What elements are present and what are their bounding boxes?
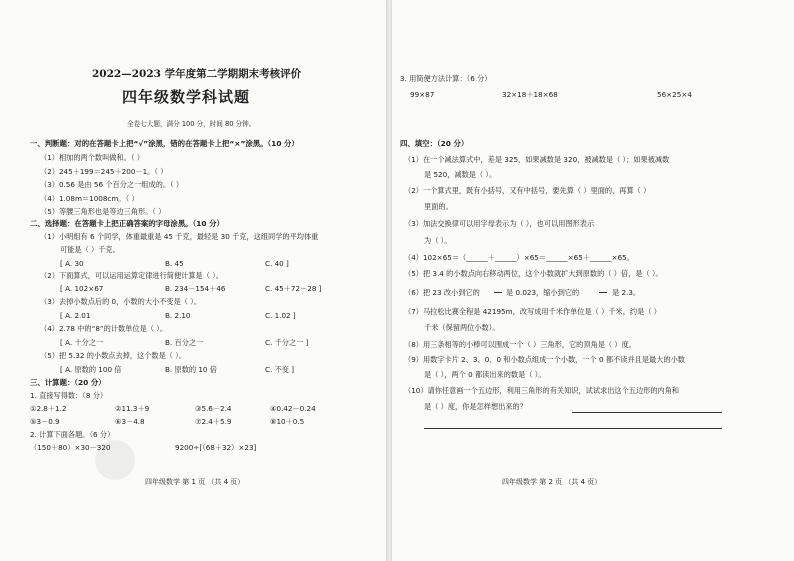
calc-row2-item2: ⑥3－4.8 (115, 417, 145, 426)
fill-q4: （4）102×65＝（______＋______）×65＝______×65＋______×65。 (404, 253, 634, 262)
fill-q2-line2: 里面的。 (424, 202, 453, 211)
choice-q1-line1: （1）小明组有 6 个同学，体重最重是 45 千克，最轻是 30 千克，这组同学的平均体重 (40, 232, 319, 241)
choice-q3-option-c: C. 1.02 ] (265, 311, 296, 320)
choice-q4-option-a: [ A. 十分之一 (60, 338, 104, 347)
fill-q9-line2: 是（ ），两个 0 都读出来的数是（ ）。 (424, 370, 546, 379)
judge-item-1: （1）相加的两个数叫做和。（ ） (40, 153, 144, 162)
choice-q5-option-c: C. 不变 ] (265, 365, 295, 374)
choice-q5-option-a: [ A. 原数的 100 倍 (60, 365, 122, 374)
exam-title: 四年级数学科试题 (122, 88, 251, 106)
calc-row1-item3: ③5.6－2.4 (195, 404, 232, 413)
exam-page-2 (392, 0, 794, 561)
answer-line-2[interactable] (424, 428, 722, 429)
fill-q10-line2: 是（ ）度，你是怎样想出来的？ (424, 402, 527, 411)
choice-q4: （4）2.78 中的“8”的计数单位是（ ）。 (40, 324, 168, 333)
judge-item-4: （4）1.08m＝1008cm。（ ） (40, 194, 139, 203)
answer-line-1[interactable] (572, 412, 722, 413)
judge-item-5: （5）等腰三角形也是等边三角形。（ ） (40, 207, 166, 216)
calc3-problem-2: 32×18＋18×68 (502, 90, 558, 99)
fill-q1-line1: （1）在一个减法算式中，差是 325，如果减数是 320，被减数是（ ）；如果被减数 (404, 155, 670, 164)
choice-q1-option-a: [ A. 30 (60, 259, 84, 268)
section-2-heading: 二、选择题：在答题卡上把正确答案的字母涂黑。（10 分） (30, 219, 224, 228)
judge-item-3: （3）0.56 是由 56 个百分之一组成的。（ ） (40, 180, 184, 189)
section-3-heading: 三、计算题：（20 分） (30, 378, 106, 387)
calc3-problem-1: 99×87 (410, 90, 435, 99)
choice-q2-option-a: [ A. 102×67 (60, 284, 104, 293)
fill-q10-line1: （10）请你任意画一个五边形，利用三角形的有关知识，试试求出这个五边形的内角和 (404, 386, 680, 395)
section-1-heading: 一、判断题：对的在答题卡上把“√”涂黑，错的在答题卡上把“×”涂黑。（10 分） (30, 139, 299, 148)
choice-q2-option-c: C. 45＋72－28 ] (265, 284, 322, 293)
calc-row2-item1: ⑤3－0.9 (30, 417, 60, 426)
choice-q5: （5）把 5.32 的小数点去掉，这个数是（ ）。 (40, 351, 187, 360)
choice-q1-line2: 可能是（ ）千克。 (60, 245, 120, 254)
fill-q1-line2: 是 520，减数是（ ）。 (424, 170, 497, 179)
page-footer-2: 四年级数学 第 2 页 （共 4 页） (502, 478, 602, 486)
choice-q4-option-b: B. 百分之一 (165, 338, 204, 347)
choice-q3-option-a: [ A. 2.01 (60, 311, 91, 320)
fraction-blank-1[interactable] (494, 292, 502, 293)
choice-q3: （3）去掉小数点后的 0，小数的大小不变是（ ）。 (40, 297, 202, 306)
fill-q7-line1: （7）马拉松比赛全程是 42195m，改写成用千米作单位是（ ）千米，约是（ ） (404, 307, 661, 316)
choice-q2-option-b: B. 234－154＋46 (165, 284, 226, 293)
exam-header-year: 2022—2023 学年度第二学期期末考核评价 (92, 68, 302, 80)
page-footer-1: 四年级数学 第 1 页 （共 4 页） (145, 478, 245, 486)
fill-q7-line2: 千米（保留两位小数）。 (424, 323, 500, 332)
calc-problem-2: 9200÷[（68＋32）×23] (175, 443, 257, 452)
choice-q3-option-b: B. 2.10 (165, 311, 191, 320)
fill-q9-line1: （9）用数字卡片 2、3、0、0 和小数点组成一个小数，一个 0 都不读并且是最大的小数 (404, 355, 685, 364)
judge-item-2: （2）245＋199＝245＋200－1。（ ） (40, 167, 168, 176)
calc-problem-1: （150＋80）×30－320 (30, 443, 111, 452)
fill-q8: （8）用三条相等的小棒可以围成一个（ ）三角形，它的顶角是（ ）度。 (404, 340, 636, 349)
calc-row1-item1: ①2.8＋1.2 (30, 404, 67, 413)
choice-q1-option-c: C. 40 ] (265, 259, 289, 268)
choice-q2: （2）下面算式，可以运用运算定律进行简便计算是（ ）。 (40, 271, 223, 280)
calc-row2-item3: ⑦2.4＋5.9 (195, 417, 232, 426)
fill-q2-line1: （2）一个算式里，既有小括号，又有中括号，要先算（ ）里面的，再算（ ） (404, 186, 651, 195)
choice-q5-option-b: B. 原数的 10 倍 (165, 365, 217, 374)
fill-q3-line2: 为（ ）。 (424, 236, 452, 245)
fill-q6-part3: 是 2.3。 (612, 288, 641, 297)
section-4-heading: 四、填空：（20 分） (400, 139, 469, 148)
fill-q5: （5）把 3.4 的小数点向右移动两位，这个小数就扩大到原数的（ ）倍，是（ ）。 (404, 269, 663, 278)
calc-sub3-heading: 3. 用简便方法计算：（6 分） (400, 74, 492, 83)
calc-sub1-heading: 1. 直接写得数：（8 分） (30, 391, 108, 400)
choice-q1-option-b: B. 45 (165, 259, 184, 268)
choice-q4-option-c: C. 千分之一 ] (265, 338, 309, 347)
calc-sub2-heading: 2. 计算下面各题。（6 分） (30, 430, 115, 439)
fraction-blank-2[interactable] (599, 292, 607, 293)
fill-q6-part2: 是 0.023，缩小到它的 (506, 288, 580, 297)
fill-q3-line1: （3）加法交换律可以用字母表示为（ ），也可以用图形表示 (404, 219, 595, 228)
calc3-problem-3: 56×25×4 (657, 90, 692, 99)
calc-row1-item2: ②11.3＋9 (115, 404, 150, 413)
fill-q6-part1: （6）把 23 改小到它的 (404, 288, 480, 297)
exam-page-1 (0, 0, 388, 561)
calc-row2-item4: ⑧10＋0.5 (270, 417, 305, 426)
calc-row1-item4: ④0.42－0.24 (270, 404, 316, 413)
exam-instructions: 全卷七大题，满分 100 分，时间 80 分钟。 (127, 120, 256, 128)
